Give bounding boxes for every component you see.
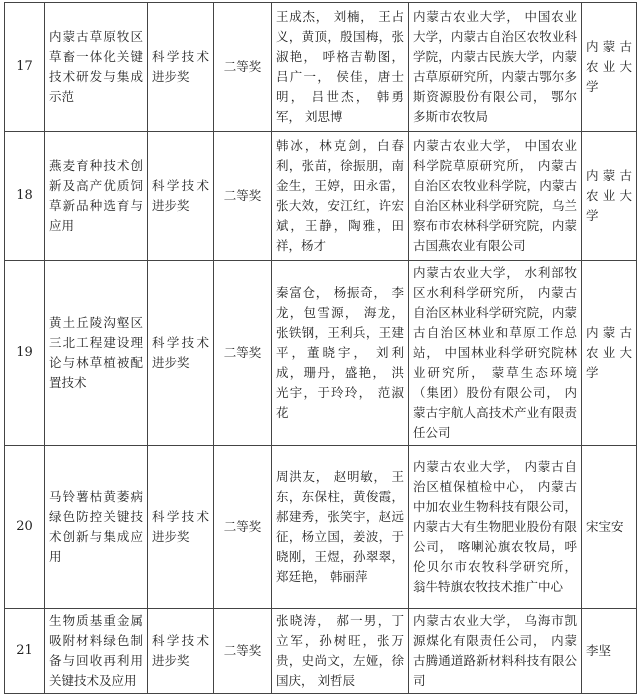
award-category: 科学技术进步奖 [148,261,214,446]
completers: 张晓涛， 郝一男，丁立军，孙树旺，张万贵，史尚文，左娅，徐国庆， 刘哲辰 [272,609,409,694]
awards-table [4,2,637,694]
table-row [5,261,637,446]
nominator: 内蒙古农业大学 [582,132,637,261]
row-number: 18 [5,132,45,261]
table-row [5,609,637,694]
award-grade: 二等奖 [214,3,272,132]
project-title: 燕麦育种技术创新及高产优质饲草新品种选育与应用 [45,132,148,261]
award-grade: 二等奖 [214,446,272,609]
award-category: 科学技术进步奖 [148,132,214,261]
row-number: 17 [5,3,45,132]
row-number: 20 [5,446,45,609]
completing-units: 内蒙古农业大学， 内蒙古自治区植保植检中心， 内蒙古中加农业生物科技有限公司，内蒙古大有生物肥业股份有限公司， 喀喇沁旗农牧局，呼伦贝尔市农牧科学研究所， 翁牛特旗农牧技术推广中心 [409,446,582,609]
nominator: 内蒙古农业大学 [582,3,637,132]
nominator: 内蒙古农业大学 [582,261,637,446]
award-category: 科学技术进步奖 [148,609,214,694]
completers: 周洪友， 赵明敏， 王东，东保柱，黄俊霞，郝建秀，张笑宇，赵远征，杨立国，姜波，于晓刚，王煜，孙翠翠，郑廷艳， 韩丽萍 [272,446,409,609]
award-category: 科学技术进步奖 [148,446,214,609]
completing-units: 内蒙古农业大学， 水利部牧区水利科学研究所， 内蒙古自治区林业科学研究院，内蒙古自治区林业和草原工作总站， 中国林业科学研究院林业研究所， 蒙草生态环境（集团）股份有限公司， 内蒙古宇航人高技术产业有限责任公司 [409,261,582,446]
table-row [5,446,637,609]
table-row [5,132,637,261]
project-title: 生物质基重金属吸附材料绿色制备与回收再利用关键技术及应用 [45,609,148,694]
project-title: 马铃薯枯黄萎病绿色防控关键技术创新与集成应用 [45,446,148,609]
award-grade: 二等奖 [214,132,272,261]
award-grade: 二等奖 [214,609,272,694]
completing-units: 内蒙古农业大学， 中国农业大学，内蒙古自治区农牧业科学院，内蒙古民族大学，内蒙古草原研究所，内蒙古鄂尔多斯资源股份有限公司， 鄂尔多斯市农牧局 [409,3,582,132]
completing-units: 内蒙古农业大学， 乌海市凯源煤化有限责任公司， 内蒙古腾通道路新材料科技有限公司 [409,609,582,694]
project-title: 内蒙古草原牧区草畜一体化关键技术研发与集成示范 [45,3,148,132]
award-category: 科学技术进步奖 [148,3,214,132]
completing-units: 内蒙古农业大学， 中国农业科学院草原研究所， 内蒙古自治区农牧业科学院，内蒙古自治区林业科学研究院，乌兰察布市农林科学研究院，内蒙古国燕农业有限公司 [409,132,582,261]
award-grade: 二等奖 [214,261,272,446]
nominator: 李坚 [582,609,637,694]
project-title: 黄土丘陵沟壑区三北工程建设理论与林草植被配置技术 [45,261,148,446]
row-number: 19 [5,261,45,446]
table-row [5,3,637,132]
completers: 秦富仓， 杨振奇， 李龙，包雪源， 海龙，张铁钢，王利兵，王建平，董晓宇， 刘利成，珊丹，盛艳， 洪光宇，于玲玲， 范淑花 [272,261,409,446]
completers: 韩冰，林克剑，白春利，张苗，徐振朋，南金生，王婷，田永雷，张大效，安江红，许宏斌，王静，陶雅，田祥，杨才 [272,132,409,261]
nominator: 宋宝安 [582,446,637,609]
row-number: 21 [5,609,45,694]
completers: 王成杰， 刘楠， 王占义，黄顶，殷国梅，张淑艳， 呼格吉勒图， 吕广一， 侯佳，唐士明， 吕世杰， 韩勇军， 刘思博 [272,3,409,132]
